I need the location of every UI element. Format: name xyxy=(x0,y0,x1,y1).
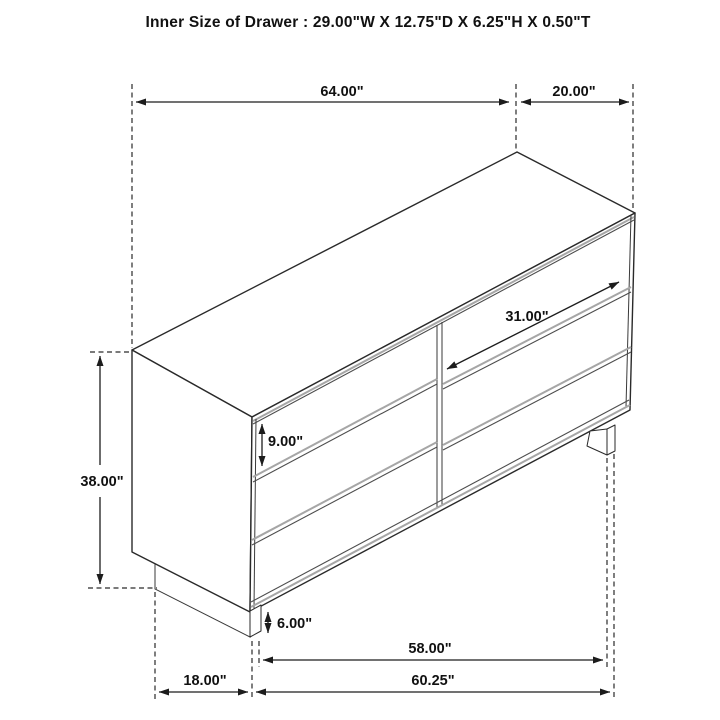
drawing-title: Inner Size of Drawer : 29.00"W X 12.75"D X 6.25"H X 0.50"T xyxy=(145,14,591,31)
dim-base-depth xyxy=(159,673,248,692)
front-left-leg xyxy=(250,605,261,637)
dim-leg-height-label: 6.00" xyxy=(277,616,313,632)
dim-overall-height xyxy=(80,356,123,584)
dim-drawer-height-label: 9.00" xyxy=(268,434,304,450)
dim-base-width-label: 60.25" xyxy=(411,673,455,689)
dim-overall-height-label: 38.00" xyxy=(80,474,124,490)
dim-overall-width-label: 64.00" xyxy=(320,84,364,100)
front-right-leg xyxy=(607,425,615,455)
dim-base-inner-width xyxy=(263,641,603,660)
right-leg-side xyxy=(587,429,607,455)
dim-base-inner-width-label: 58.00" xyxy=(408,641,452,657)
dim-overall-width xyxy=(136,84,509,102)
dim-leg-height xyxy=(268,612,312,633)
dresser-body xyxy=(132,152,635,637)
dim-depth-label: 20.00" xyxy=(552,84,596,100)
dim-depth xyxy=(521,84,629,102)
dim-base-width xyxy=(256,673,610,692)
dim-base-depth-label: 18.00" xyxy=(183,673,227,689)
dim-drawer-width-label: 31.00" xyxy=(505,309,549,325)
